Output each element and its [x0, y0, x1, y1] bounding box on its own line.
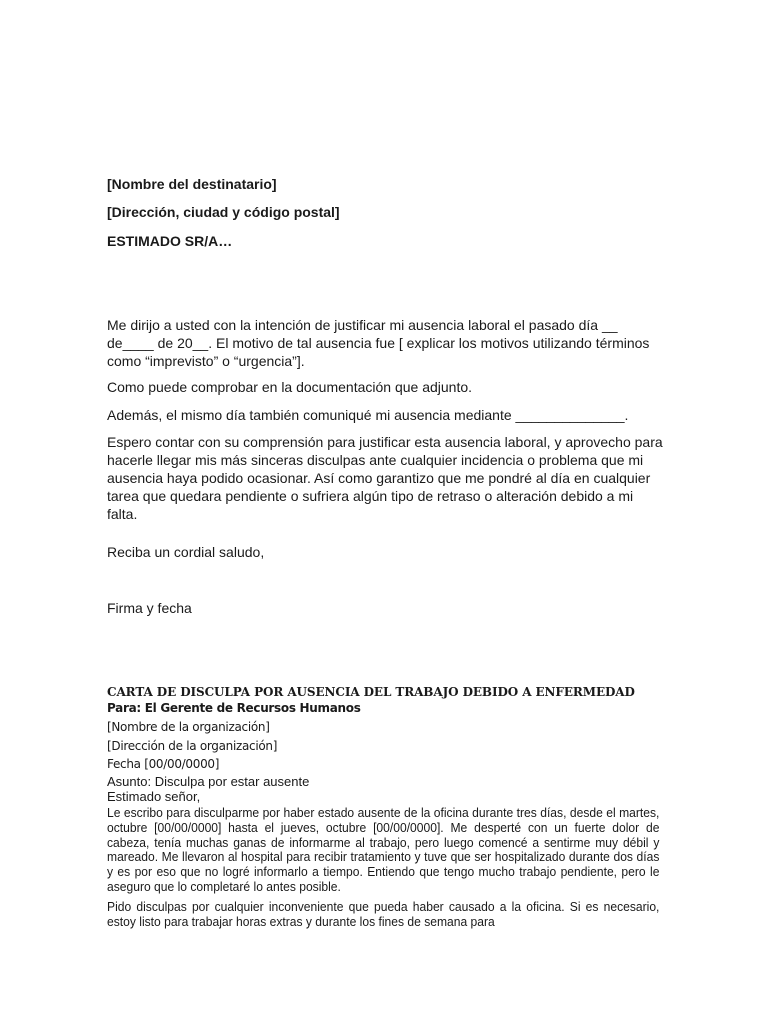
letter2-subject: Asunto: Disculpa por estar ausente: [107, 774, 310, 789]
letter2-paragraph-2: Pido disculpas por cualquier inconveniente que pueda haber causado a la oficina. Si es necesario, estoy listo para trabajar horas extras y durante los fines de semana para: [107, 899, 660, 929]
letter2-org-name: [Nombre de la organización]: [107, 720, 270, 734]
letter2-paragraph-1: Le escribo para disculparme por haber estado ausente de la oficina durante tres días, desde el martes, octubre [00/00/0000] hasta el jueves, octubre [00/00/0000]. Me desperté con un fuerte dolor de cabeza, tenía muchas ganas de informarme al trabajo, pero luego comencé a sentirme muy débil y mareado. Me llevaron al hospital para recibir tratamiento y tuve que ser hospitalizado durante dos días y es por eso que no logré informarlo a tiempo. Entiendo que tengo mucho trabajo pendiente, pero le aseguro que lo completaré lo antes posible.: [107, 805, 660, 894]
body-paragraph-4: Espero contar con su comprensión para justificar esta ausencia laboral, y aprovecho para hacerle llegar mis más sinceras disculpas ante cualquier incidencia o problema que mi ausencia haya podido ocasionar. Así como garantizo que me pondré al día en cualquier tarea que quedara pendiente o sufriera algún tipo de retraso o alteración debido a mi falta.: [107, 434, 663, 522]
letter2-to: Para: El Gerente de Recursos Humanos: [107, 701, 361, 715]
recipient-address: [Dirección, ciudad y código postal]: [107, 204, 340, 220]
closing: Reciba un cordial saludo,: [107, 544, 265, 560]
recipient-name: [Nombre del destinatario]: [107, 176, 277, 192]
letter2-salutation: Estimado señor,: [107, 789, 201, 804]
body-paragraph-3: Además, el mismo día también comuniqué mi ausencia mediante ______________.: [107, 407, 629, 423]
letter2-title: CARTA DE DISCULPA POR AUSENCIA DEL TRABAJO DEBIDO A ENFERMEDAD: [107, 685, 635, 699]
body-paragraph-1: Me dirijo a usted con la intención de justificar mi ausencia laboral el pasado día __ de____ de 20__. El motivo de tal ausencia fue [ explicar los motivos utilizando términos como “imprevisto” o “urgencia”].: [107, 317, 650, 369]
salutation: ESTIMADO SR/A…: [107, 233, 233, 249]
letter2-date: Fecha [00/00/0000]: [107, 757, 220, 771]
signature: Firma y fecha: [107, 600, 192, 616]
body-paragraph-2: Como puede comprobar en la documentación que adjunto.: [107, 379, 473, 395]
letter2-org-address: [Dirección de la organización]: [107, 739, 278, 753]
